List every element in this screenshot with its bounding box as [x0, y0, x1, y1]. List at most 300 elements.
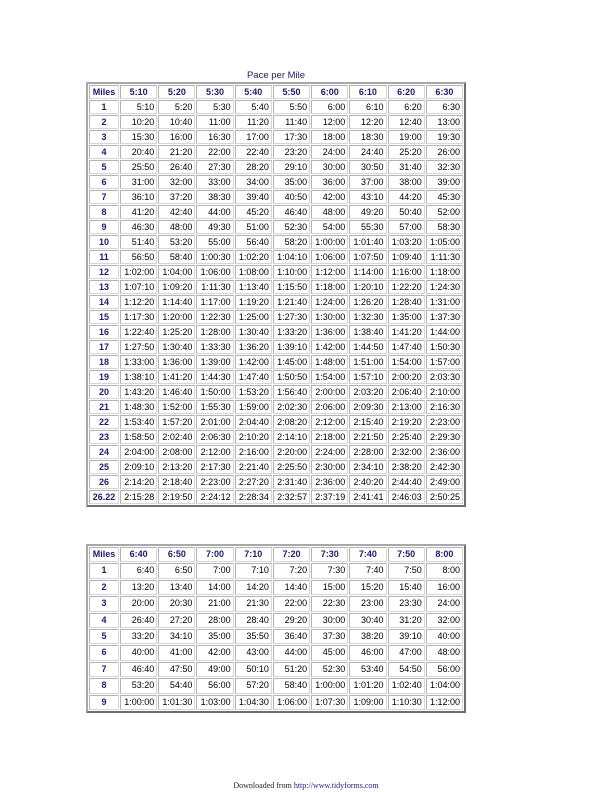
time-cell: 2:10:00 [426, 385, 463, 399]
mile-cell: 1 [89, 100, 119, 114]
time-cell: 54:50 [388, 662, 425, 677]
table-row [89, 400, 463, 414]
time-cell: 2:04:00 [120, 445, 157, 459]
time-cell: 2:16:00 [235, 445, 272, 459]
table-row [89, 190, 463, 204]
time-cell: 2:08:00 [158, 445, 195, 459]
footer [0, 781, 612, 790]
time-cell: 7:50 [388, 563, 425, 578]
time-cell: 2:15:28 [120, 490, 157, 504]
time-cell: 53:20 [158, 235, 195, 249]
time-cell: 11:00 [196, 115, 233, 129]
time-cell: 1:00:30 [196, 250, 233, 264]
time-cell: 2:25:50 [273, 460, 310, 474]
time-cell: 2:34:10 [349, 460, 386, 474]
time-cell: 1:00:00 [311, 678, 348, 693]
mile-cell: 24 [89, 445, 119, 459]
time-cell: 15:30 [120, 130, 157, 144]
time-cell: 2:41:41 [349, 490, 386, 504]
table-row [89, 695, 463, 710]
time-cell: 1:59:00 [235, 400, 272, 414]
time-cell: 1:48:00 [311, 355, 348, 369]
time-cell: 1:20:10 [349, 280, 386, 294]
time-cell: 2:06:00 [311, 400, 348, 414]
time-cell: 2:37:19 [311, 490, 348, 504]
time-cell: 49:20 [349, 205, 386, 219]
table-row [89, 220, 463, 234]
time-cell: 6:40 [120, 563, 157, 578]
table-row [89, 235, 463, 249]
time-cell: 1:12:00 [426, 695, 463, 710]
time-cell: 13:00 [426, 115, 463, 129]
time-cell: 32:00 [158, 175, 195, 189]
table-row [89, 280, 463, 294]
miles-column-header: Miles [89, 547, 119, 562]
time-cell: 1:06:00 [311, 250, 348, 264]
time-cell: 34:10 [158, 629, 195, 644]
time-cell: 22:00 [273, 596, 310, 611]
time-cell: 5:40 [235, 100, 272, 114]
mile-cell: 14 [89, 295, 119, 309]
mile-cell: 17 [89, 340, 119, 354]
time-cell: 1:36:00 [311, 325, 348, 339]
time-cell: 1:24:00 [311, 295, 348, 309]
time-cell: 27:20 [158, 613, 195, 628]
time-cell: 2:19:50 [158, 490, 195, 504]
table-row [89, 265, 463, 279]
time-cell: 15:40 [388, 580, 425, 595]
time-cell: 31:40 [388, 160, 425, 174]
table-row [89, 445, 463, 459]
table-row [89, 355, 463, 369]
time-cell: 1:56:40 [273, 385, 310, 399]
time-cell: 44:00 [273, 645, 310, 660]
time-cell: 49:00 [196, 662, 233, 677]
time-cell: 1:27:30 [273, 310, 310, 324]
mile-cell: 3 [89, 596, 119, 611]
time-cell: 1:19:20 [235, 295, 272, 309]
time-cell: 1:07:50 [349, 250, 386, 264]
time-cell: 36:10 [120, 190, 157, 204]
time-cell: 1:01:40 [349, 235, 386, 249]
time-cell: 2:46:03 [388, 490, 425, 504]
mile-cell: 13 [89, 280, 119, 294]
table-row [89, 563, 463, 578]
time-cell: 7:00 [196, 563, 233, 578]
table-row [89, 115, 463, 129]
time-cell: 42:40 [158, 205, 195, 219]
page-title: Pace per Mile [246, 70, 306, 81]
mile-cell: 25 [89, 460, 119, 474]
time-cell: 1:17:00 [196, 295, 233, 309]
time-cell: 19:00 [388, 130, 425, 144]
table-row [89, 662, 463, 677]
time-cell: 2:15:40 [349, 415, 386, 429]
time-cell: 15:00 [311, 580, 348, 595]
time-cell: 1:05:00 [426, 235, 463, 249]
time-cell: 2:06:30 [196, 430, 233, 444]
time-cell: 32:30 [426, 160, 463, 174]
mile-cell: 9 [89, 220, 119, 234]
time-cell: 13:20 [120, 580, 157, 595]
table-row [89, 645, 463, 660]
time-cell: 11:40 [273, 115, 310, 129]
time-cell: 1:16:00 [388, 265, 425, 279]
table-row [89, 370, 463, 384]
pace-column-header: 7:10 [235, 547, 272, 562]
time-cell: 39:10 [388, 629, 425, 644]
time-cell: 1:57:00 [426, 355, 463, 369]
time-cell: 1:48:30 [120, 400, 157, 414]
mile-cell: 22 [89, 415, 119, 429]
time-cell: 2:18:00 [311, 430, 348, 444]
time-cell: 2:12:00 [196, 445, 233, 459]
time-cell: 1:18:00 [426, 265, 463, 279]
time-cell: 1:10:30 [388, 695, 425, 710]
table-row [89, 490, 463, 504]
time-cell: 6:20 [388, 100, 425, 114]
time-cell: 30:00 [311, 613, 348, 628]
time-cell: 35:00 [273, 175, 310, 189]
time-cell: 34:00 [235, 175, 272, 189]
time-cell: 2:09:10 [120, 460, 157, 474]
time-cell: 31:00 [120, 175, 157, 189]
time-cell: 51:20 [273, 662, 310, 677]
time-cell: 40:00 [120, 645, 157, 660]
time-cell: 40:50 [273, 190, 310, 204]
time-cell: 14:20 [235, 580, 272, 595]
time-cell: 30:50 [349, 160, 386, 174]
table-row [89, 385, 463, 399]
time-cell: 1:04:00 [158, 265, 195, 279]
time-cell: 2:02:40 [158, 430, 195, 444]
time-cell: 58:40 [158, 250, 195, 264]
time-cell: 51:00 [235, 220, 272, 234]
time-cell: 1:54:00 [388, 355, 425, 369]
pace-column-header: 6:20 [388, 85, 425, 99]
time-cell: 1:04:10 [273, 250, 310, 264]
pace-column-header: 8:00 [426, 547, 463, 562]
time-cell: 2:44:40 [388, 475, 425, 489]
time-cell: 25:50 [120, 160, 157, 174]
time-cell: 14:00 [196, 580, 233, 595]
time-cell: 30:00 [311, 160, 348, 174]
mile-cell: 11 [89, 250, 119, 264]
time-cell: 2:49:00 [426, 475, 463, 489]
time-cell: 1:22:30 [196, 310, 233, 324]
time-cell: 1:50:30 [426, 340, 463, 354]
time-cell: 46:40 [273, 205, 310, 219]
time-cell: 1:57:10 [349, 370, 386, 384]
mile-cell: 3 [89, 130, 119, 144]
table-row [89, 580, 463, 595]
time-cell: 32:00 [426, 613, 463, 628]
time-cell: 2:02:30 [273, 400, 310, 414]
time-cell: 1:39:00 [196, 355, 233, 369]
time-cell: 1:26:20 [349, 295, 386, 309]
time-cell: 1:47:40 [388, 340, 425, 354]
time-cell: 36:00 [311, 175, 348, 189]
time-cell: 37:00 [349, 175, 386, 189]
mile-cell: 5 [89, 160, 119, 174]
time-cell: 17:00 [235, 130, 272, 144]
time-cell: 50:10 [235, 662, 272, 677]
table-row [89, 430, 463, 444]
time-cell: 16:00 [158, 130, 195, 144]
time-cell: 2:21:40 [235, 460, 272, 474]
time-cell: 1:24:30 [426, 280, 463, 294]
time-cell: 1:12:20 [120, 295, 157, 309]
time-cell: 25:20 [388, 145, 425, 159]
time-cell: 55:30 [349, 220, 386, 234]
time-cell: 2:14:20 [120, 475, 157, 489]
table-row [89, 175, 463, 189]
time-cell: 2:13:20 [158, 460, 195, 474]
pace-column-header: 5:40 [235, 85, 272, 99]
time-cell: 1:21:40 [273, 295, 310, 309]
time-cell: 36:40 [273, 629, 310, 644]
time-cell: 23:00 [349, 596, 386, 611]
pace-column-header: 7:50 [388, 547, 425, 562]
time-cell: 1:46:40 [158, 385, 195, 399]
mile-cell: 10 [89, 235, 119, 249]
time-cell: 2:28:34 [235, 490, 272, 504]
time-cell: 1:11:30 [426, 250, 463, 264]
time-cell: 1:00:00 [311, 235, 348, 249]
time-cell: 1:52:00 [158, 400, 195, 414]
table-row [89, 250, 463, 264]
time-cell: 21:00 [196, 596, 233, 611]
time-cell: 11:20 [235, 115, 272, 129]
pace-column-header: 6:30 [426, 85, 463, 99]
table-row [89, 629, 463, 644]
mile-cell: 7 [89, 662, 119, 677]
time-cell: 18:00 [311, 130, 348, 144]
mile-cell: 8 [89, 205, 119, 219]
time-cell: 10:40 [158, 115, 195, 129]
time-cell: 1:04:30 [235, 695, 272, 710]
time-cell: 38:30 [196, 190, 233, 204]
time-cell: 12:20 [349, 115, 386, 129]
time-cell: 2:50:25 [426, 490, 463, 504]
time-cell: 24:00 [311, 145, 348, 159]
mile-cell: 8 [89, 678, 119, 693]
time-cell: 1:22:20 [388, 280, 425, 294]
time-cell: 14:40 [273, 580, 310, 595]
mile-cell: 16 [89, 325, 119, 339]
table-row [89, 475, 463, 489]
mile-cell: 5 [89, 629, 119, 644]
time-cell: 2:38:20 [388, 460, 425, 474]
time-cell: 1:11:30 [196, 280, 233, 294]
time-cell: 1:53:20 [235, 385, 272, 399]
time-cell: 16:30 [196, 130, 233, 144]
time-cell: 48:00 [426, 645, 463, 660]
footer-url[interactable]: http://www.tidyforms.com [293, 781, 379, 790]
mile-cell: 2 [89, 115, 119, 129]
time-cell: 56:00 [426, 662, 463, 677]
time-cell: 2:40:20 [349, 475, 386, 489]
time-cell: 1:20:00 [158, 310, 195, 324]
time-cell: 2:30:00 [311, 460, 348, 474]
time-cell: 56:40 [235, 235, 272, 249]
pace-column-header: 7:20 [273, 547, 310, 562]
time-cell: 2:03:20 [349, 385, 386, 399]
time-cell: 6:50 [158, 563, 195, 578]
pace-column-header: 5:50 [273, 85, 310, 99]
time-cell: 8:00 [426, 563, 463, 578]
time-cell: 12:00 [311, 115, 348, 129]
time-cell: 52:30 [273, 220, 310, 234]
time-cell: 1:15:50 [273, 280, 310, 294]
mile-cell: 12 [89, 265, 119, 279]
pace-column-header: 7:40 [349, 547, 386, 562]
time-cell: 44:20 [388, 190, 425, 204]
time-cell: 7:40 [349, 563, 386, 578]
time-cell: 2:17:30 [196, 460, 233, 474]
time-cell: 17:30 [273, 130, 310, 144]
time-cell: 1:50:00 [196, 385, 233, 399]
mile-cell: 1 [89, 563, 119, 578]
table-row [89, 415, 463, 429]
table-row [89, 613, 463, 628]
mile-cell: 7 [89, 190, 119, 204]
time-cell: 52:30 [311, 662, 348, 677]
time-cell: 47:00 [388, 645, 425, 660]
time-cell: 1:07:10 [120, 280, 157, 294]
pace-column-header: 6:50 [158, 547, 195, 562]
time-cell: 54:40 [158, 678, 195, 693]
table-row [89, 325, 463, 339]
time-cell: 58:30 [426, 220, 463, 234]
time-cell: 1:14:40 [158, 295, 195, 309]
time-cell: 39:00 [426, 175, 463, 189]
time-cell: 1:08:00 [235, 265, 272, 279]
time-cell: 2:00:20 [388, 370, 425, 384]
mile-cell: 15 [89, 310, 119, 324]
time-cell: 2:24:00 [311, 445, 348, 459]
mile-cell: 2 [89, 580, 119, 595]
time-cell: 1:09:20 [158, 280, 195, 294]
time-cell: 35:50 [235, 629, 272, 644]
pace-column-header: 5:30 [196, 85, 233, 99]
table-row [89, 596, 463, 611]
time-cell: 1:25:20 [158, 325, 195, 339]
mile-cell: 26 [89, 475, 119, 489]
time-cell: 57:00 [388, 220, 425, 234]
time-cell: 2:10:20 [235, 430, 272, 444]
time-cell: 23:30 [388, 596, 425, 611]
time-cell: 26:00 [426, 145, 463, 159]
time-cell: 50:40 [388, 205, 425, 219]
time-cell: 1:33:20 [273, 325, 310, 339]
mile-cell: 18 [89, 355, 119, 369]
time-cell: 2:32:00 [388, 445, 425, 459]
time-cell: 58:40 [273, 678, 310, 693]
table-row [89, 160, 463, 174]
time-cell: 42:00 [196, 645, 233, 660]
time-cell: 1:33:00 [120, 355, 157, 369]
time-cell: 5:10 [120, 100, 157, 114]
time-cell: 2:19:20 [388, 415, 425, 429]
time-cell: 1:00:00 [120, 695, 157, 710]
time-cell: 1:44:00 [426, 325, 463, 339]
time-cell: 1:22:40 [120, 325, 157, 339]
time-cell: 22:00 [196, 145, 233, 159]
time-cell: 2:36:00 [311, 475, 348, 489]
time-cell: 20:00 [120, 596, 157, 611]
pace-column-header: 5:20 [158, 85, 195, 99]
time-cell: 1:02:00 [120, 265, 157, 279]
time-cell: 1:25:00 [235, 310, 272, 324]
table-row [89, 205, 463, 219]
time-cell: 43:10 [349, 190, 386, 204]
time-cell: 1:50:50 [273, 370, 310, 384]
time-cell: 45:00 [311, 645, 348, 660]
time-cell: 2:23:00 [196, 475, 233, 489]
mile-cell: 20 [89, 385, 119, 399]
time-cell: 41:00 [158, 645, 195, 660]
time-cell: 2:16:30 [426, 400, 463, 414]
time-cell: 1:53:40 [120, 415, 157, 429]
table-row [89, 295, 463, 309]
mile-cell: 4 [89, 613, 119, 628]
time-cell: 2:29:30 [426, 430, 463, 444]
time-cell: 42:00 [311, 190, 348, 204]
time-cell: 37:30 [311, 629, 348, 644]
time-cell: 2:12:00 [311, 415, 348, 429]
mile-cell: 4 [89, 145, 119, 159]
time-cell: 2:06:40 [388, 385, 425, 399]
time-cell: 28:00 [196, 613, 233, 628]
time-cell: 6:00 [311, 100, 348, 114]
time-cell: 1:03:00 [196, 695, 233, 710]
time-cell: 46:40 [120, 662, 157, 677]
time-cell: 1:10:00 [273, 265, 310, 279]
time-cell: 2:24:12 [196, 490, 233, 504]
time-cell: 1:17:30 [120, 310, 157, 324]
time-cell: 1:31:00 [426, 295, 463, 309]
time-cell: 2:23:00 [426, 415, 463, 429]
time-cell: 51:40 [120, 235, 157, 249]
time-cell: 2:09:30 [349, 400, 386, 414]
time-cell: 28:20 [235, 160, 272, 174]
time-cell: 24:00 [426, 596, 463, 611]
time-cell: 22:40 [235, 145, 272, 159]
time-cell: 26:40 [158, 160, 195, 174]
time-cell: 1:28:00 [196, 325, 233, 339]
mile-cell: 6 [89, 645, 119, 660]
time-cell: 1:36:00 [158, 355, 195, 369]
time-cell: 1:57:20 [158, 415, 195, 429]
time-cell: 44:00 [196, 205, 233, 219]
time-cell: 1:27:50 [120, 340, 157, 354]
time-cell: 1:09:40 [388, 250, 425, 264]
table-row [89, 310, 463, 324]
table-row [89, 678, 463, 693]
time-cell: 1:30:40 [235, 325, 272, 339]
mile-cell: 6 [89, 175, 119, 189]
time-cell: 1:39:10 [273, 340, 310, 354]
time-cell: 6:30 [426, 100, 463, 114]
time-cell: 2:14:10 [273, 430, 310, 444]
time-cell: 20:40 [120, 145, 157, 159]
time-cell: 1:42:00 [235, 355, 272, 369]
time-cell: 2:01:00 [196, 415, 233, 429]
time-cell: 1:33:30 [196, 340, 233, 354]
time-cell: 7:20 [273, 563, 310, 578]
time-cell: 24:40 [349, 145, 386, 159]
